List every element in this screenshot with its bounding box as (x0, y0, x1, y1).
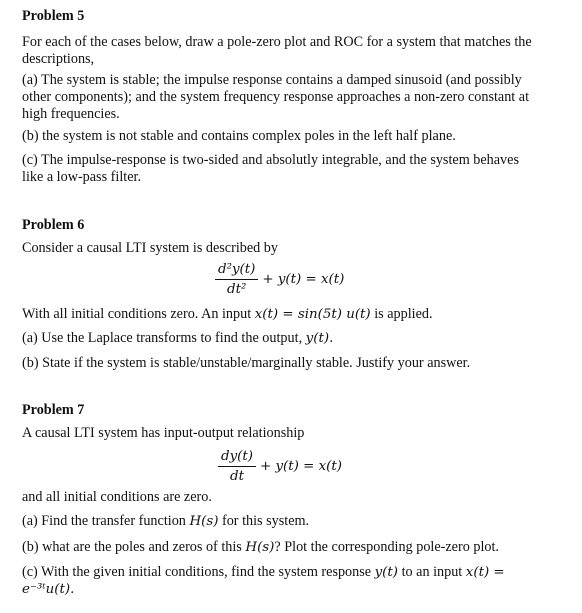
equation-rest: + y(t) = x(t) (259, 459, 342, 474)
problem-6-intro: Consider a causal LTI system is described by (22, 240, 278, 256)
problem-5-title: Problem 5 (22, 8, 85, 24)
fraction-numerator: dy(t) (218, 449, 256, 467)
part-c-line-2: e⁻³ᵗu(t). (22, 582, 75, 597)
part-a-line-3: high frequencies. (22, 106, 120, 122)
problem-7-part-a (22, 513, 567, 530)
part-a-text: (a) Find the transfer function (22, 513, 190, 529)
problem-7-equation (218, 449, 342, 484)
input-end: is applied. (370, 306, 433, 322)
problem-5-intro (22, 34, 567, 68)
problem-6-part-b: (b) State if the system is stable/unstable/marginally stable. Justify your answer. (22, 355, 471, 371)
part-c-expression-2: x(t) = (465, 565, 505, 580)
equation-fraction (218, 449, 256, 484)
problem-5-part-a (22, 72, 567, 123)
problem-7-title: Problem 7 (22, 402, 85, 418)
problem-7-initial-conditions: and all initial conditions are zero. (22, 489, 212, 505)
problem-7-part-c (22, 564, 567, 598)
part-b-expression: H(s) (245, 540, 275, 555)
intro-line-2: descriptions, (22, 51, 95, 67)
part-c-text: (c) With the given initial conditions, find the system response (22, 564, 375, 580)
fraction-denominator: dt² (227, 282, 247, 297)
problem-6-input (22, 306, 567, 323)
problem-7-part-b (22, 539, 567, 556)
problem-5-part-c (22, 152, 567, 186)
part-a-text: (a) Use the Laplace transforms to find the output, (22, 330, 306, 346)
problem-5-part-b: (b) the system is not stable and contains complex poles in the left half plane. (22, 128, 456, 144)
part-b-end: ? Plot the corresponding pole-zero plot. (274, 539, 499, 555)
part-a-line-1: (a) The system is stable; the impulse response contains a damped sinusoid (and possibly (22, 72, 522, 88)
equation-fraction (215, 262, 258, 297)
part-a-end: for this system. (218, 513, 310, 529)
part-c-mid: to an input (398, 564, 466, 580)
part-a-line-2: other components); and the system frequency response approaches a non-zero constant at (22, 89, 530, 105)
part-a-expression: y(t). (305, 331, 334, 346)
part-b-text: (b) what are the poles and zeros of this (22, 539, 246, 555)
input-text: With all initial conditions zero. An input (22, 306, 255, 322)
equation-rest: + y(t) = x(t) (262, 272, 345, 287)
problem-7-intro: A causal LTI system has input-output relationship (22, 425, 305, 441)
part-a-expression: H(s) (189, 514, 219, 529)
problem-6-part-a (22, 330, 567, 347)
problem-6-equation (215, 262, 344, 297)
part-c-line-1 (22, 564, 567, 581)
part-c-line-2: like a low-pass filter. (22, 169, 141, 185)
intro-line-1: For each of the cases below, draw a pole-zero plot and ROC for a system that matches the (22, 34, 532, 50)
fraction-numerator: d²y(t) (215, 262, 258, 280)
input-expression: x(t) = sin(5t) u(t) (254, 307, 371, 322)
fraction-denominator: dt (230, 469, 244, 484)
problem-6-title: Problem 6 (22, 217, 85, 233)
part-c-expression-1: y(t) (374, 565, 399, 580)
part-c-line-1: (c) The impulse-response is two-sided and absolutly integrable, and the system behaves (22, 152, 519, 168)
